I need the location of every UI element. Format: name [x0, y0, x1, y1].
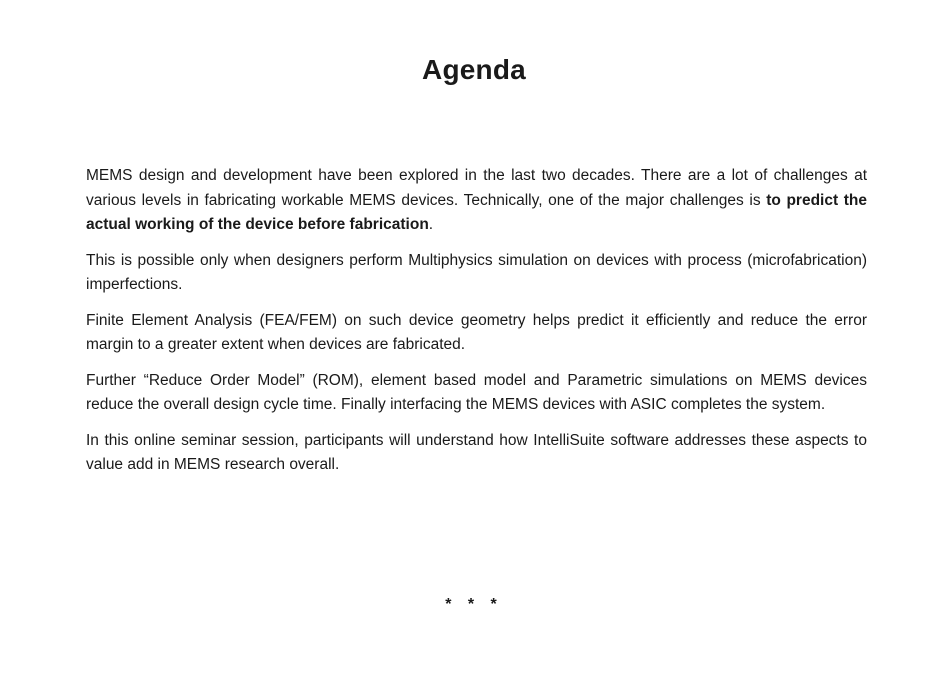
paragraph-multiphysics: This is possible only when designers perform Multiphysics simulation on devices with process (microfabrication) imperfections.	[86, 251, 867, 293]
page-title: Agenda	[422, 54, 526, 85]
section-separator: * * *	[445, 596, 503, 613]
agenda-body	[86, 164, 867, 489]
paragraph-challenges	[86, 164, 867, 238]
paragraph-challenges-text: MEMS design and development have been explored in the last two decades. There are a lot of challenges at various levels in fabricating workable MEMS devices. Technically, one of the major challenges is	[86, 167, 867, 209]
paragraph-fea: Finite Element Analysis (FEA/FEM) on such device geometry helps predict it efficiently and reduce the error margin to a greater extent when devices are fabricated.	[86, 311, 867, 353]
paragraph-challenges-emphasis: to predict the actual working of the device before fabrication	[86, 191, 867, 233]
paragraph-challenges-end: .	[428, 216, 434, 233]
paragraph-rom: Further “Reduce Order Model” (ROM), element based model and Parametric simulations on MEMS devices reduce the overall design cycle time. Finally interfacing the MEMS devices with ASIC completes the system.	[86, 371, 867, 413]
paragraph-seminar: In this online seminar session, participants will understand how IntelliSuite software addresses these aspects to value add in MEMS research overall.	[86, 431, 867, 473]
